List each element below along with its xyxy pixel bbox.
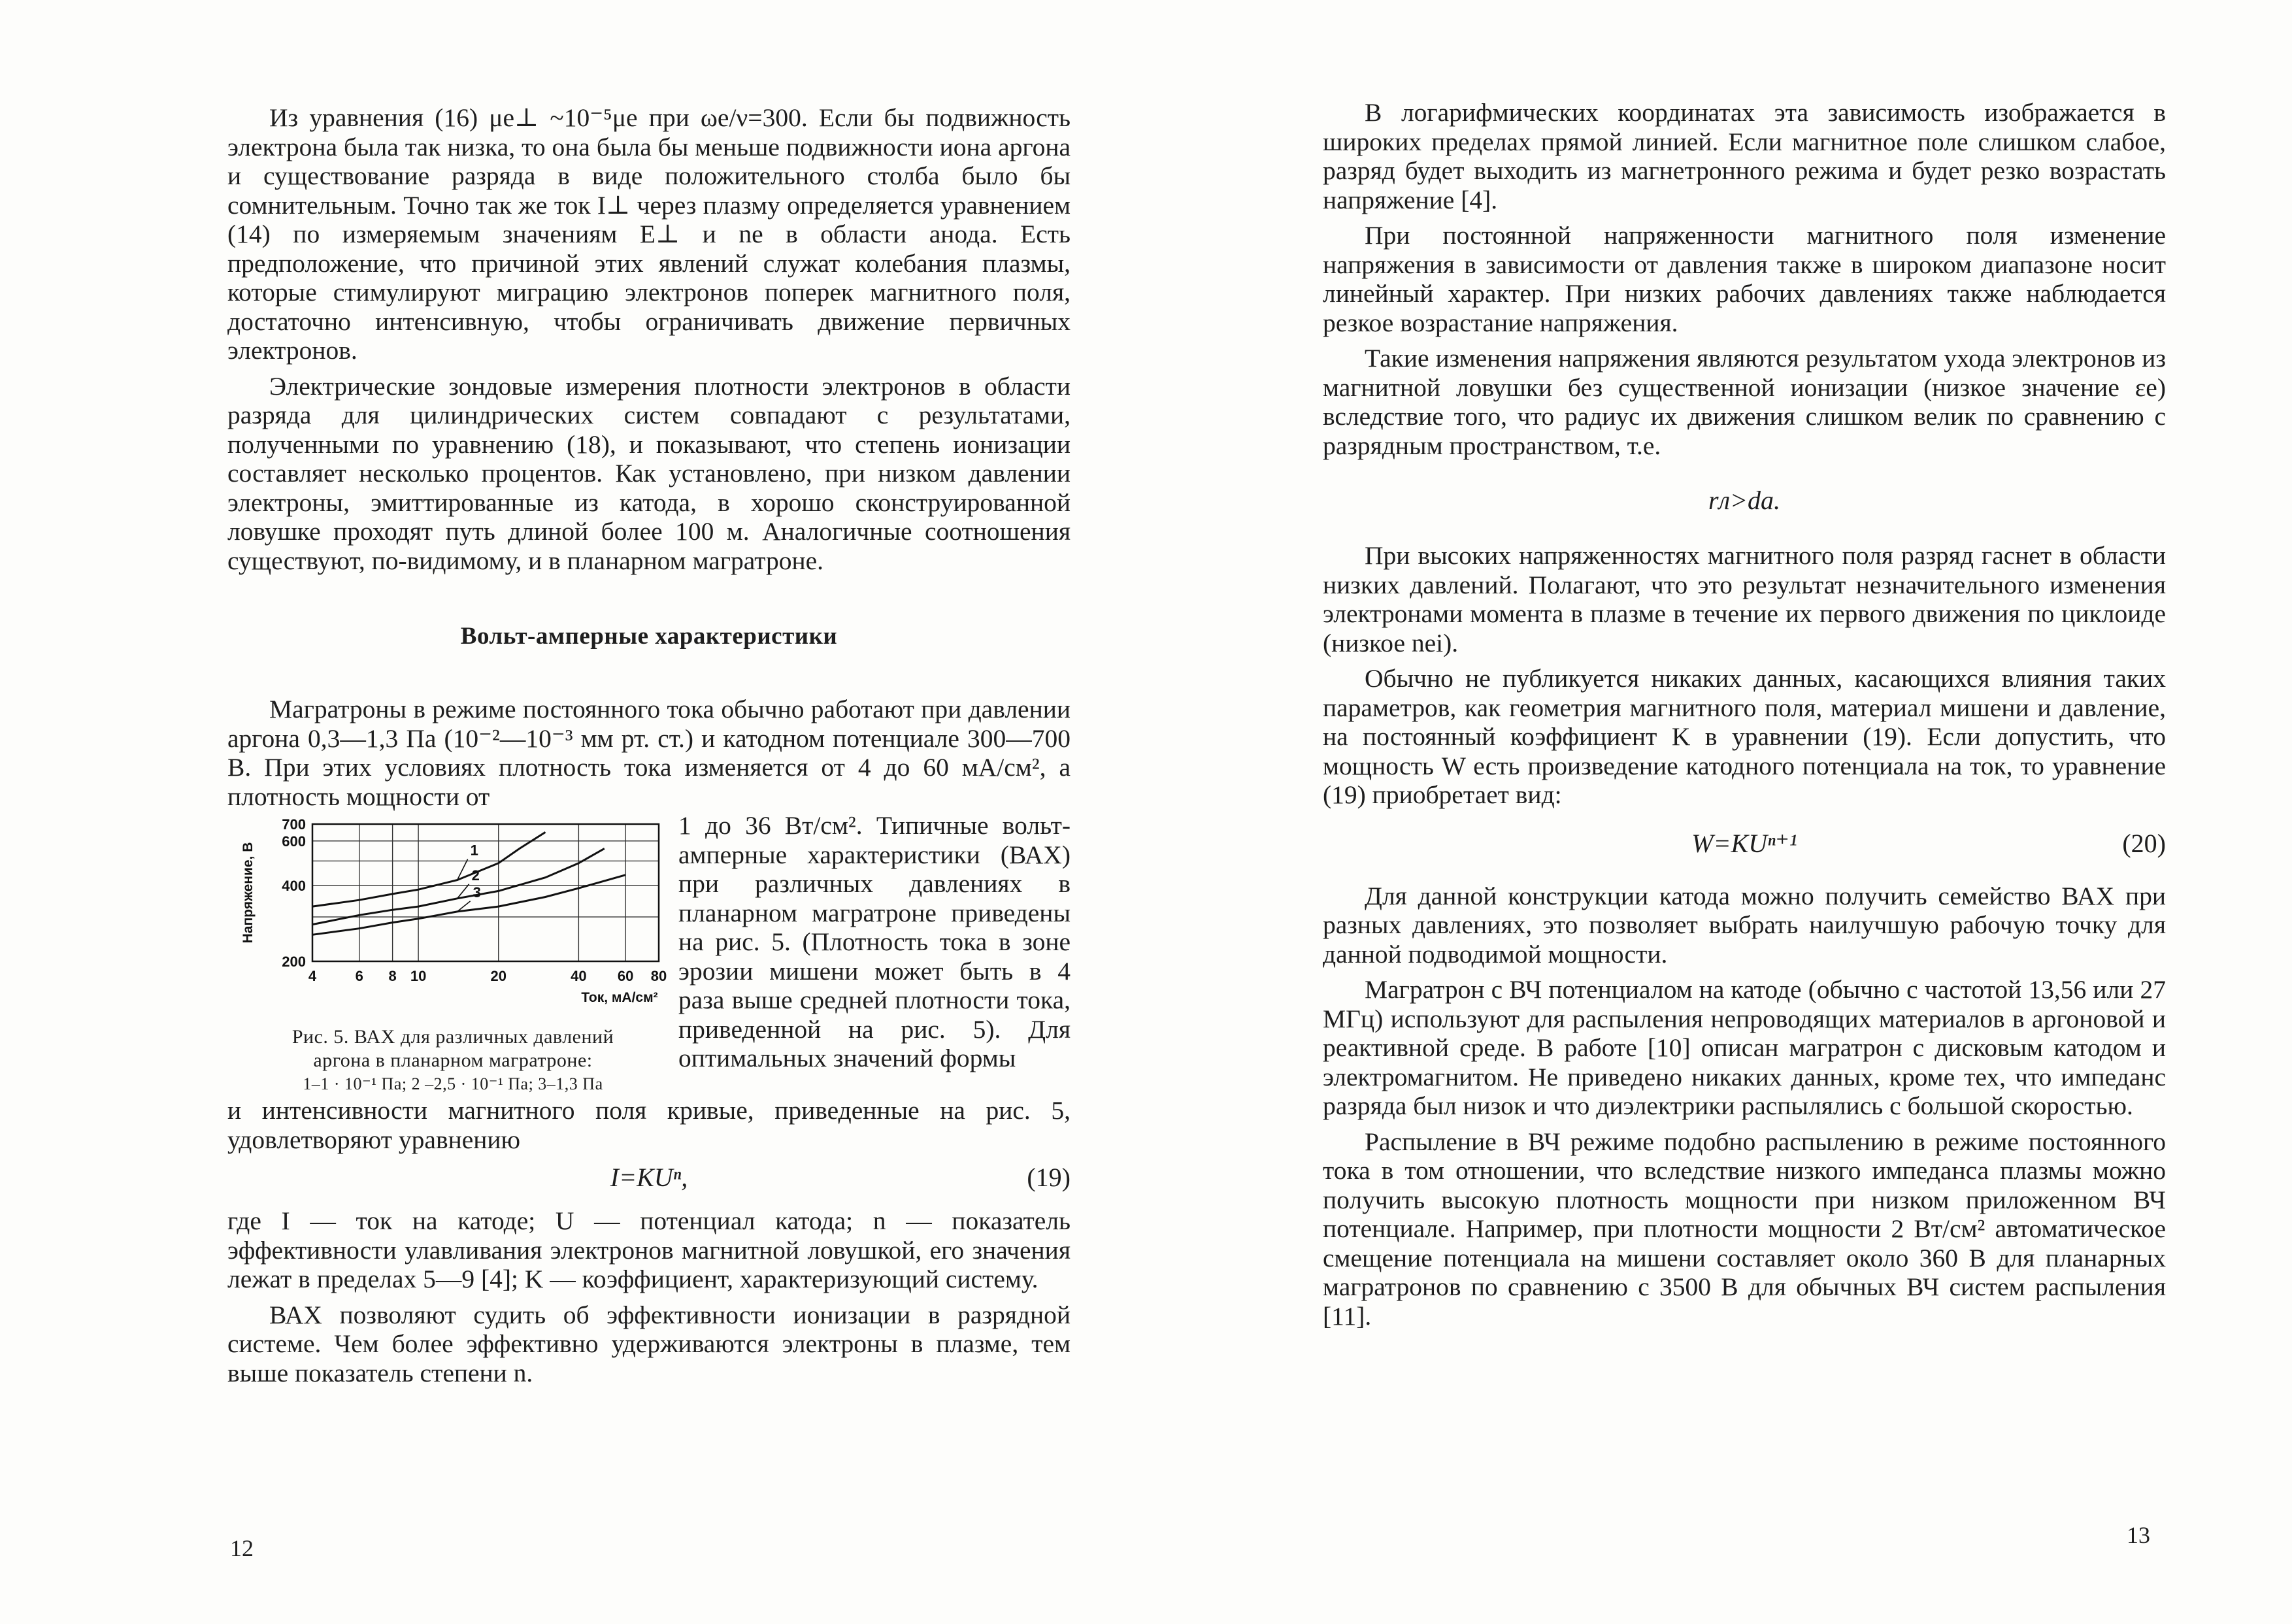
right-column: [1323, 98, 2166, 1331]
right-paragraph-6: Для данной конструкции катода можно получить семейство ВАХ при разных давлениях, это позволяет выбрать наилучшую рабочую точку для данной подводимой мощности.: [1323, 881, 2166, 969]
right-paragraph-2: При постоянной напряженности магнитного поля изменение напряжения в зависимости от давления также в широком диапазоне носит линейный характер. При низких рабочих давлениях также наблюдается резкое возрастание напряжения.: [1323, 221, 2166, 337]
y-tick-label-1: 400: [282, 877, 306, 894]
caption-line-2: аргона в планарном магратроне:: [313, 1050, 593, 1071]
left-paragraph-5: ВАХ позволяют судить об эффективности ионизации в разрядной системе. Чем более эффективно удерживаются электроны в плазме, тем выше показатель степени n.: [227, 1300, 1071, 1387]
formula-19: [227, 1163, 1071, 1192]
x-tick-label-6: 60: [617, 968, 634, 984]
left-paragraph-3: Магратроны в режиме постоянного тока обычно работают при давлении аргона 0,3—1,3 Па (10⁻²—10⁻³ мм рт. ст.) и катодном потенциале 300—700 В. При этих условиях плотность тока изменяется от 4 до 60 мА/см², а плотность мощности от: [227, 695, 1071, 811]
left-paragraph-2: Электрические зондовые измерения плотности электронов в области разряда для цилиндрических систем совпадают с результатами, полученными по уравнению (18), и показывают, что степень ионизации составляет несколько процентов. Как установлено, при низком давлении электроны, эмиттированные из катода, в хорошо сконструированной ловушке проходят путь длиной более 100 м. Аналогичные соотношения существуют, по-видимому, и в планарном магратроне.: [227, 371, 1071, 575]
wrap-text: 1 до 36 Вт/см². Типичные вольт-амперные характеристики (ВАХ) при различных давлениях в планарном магратроне приведены на рис. 5. (Плотность тока в зоне эрозии мишени может быть в 4 раза выше средней плотности тока, приведенной на рис. 5). Для оптимальных значений формы: [678, 811, 1071, 1072]
x-tick-label-1: 6: [355, 968, 363, 984]
x-tick-label-0: 4: [308, 968, 317, 984]
formula-20-expression: W=KUⁿ⁺¹: [1691, 828, 1797, 858]
figure-5: [227, 811, 678, 1096]
page-number-right: 13: [2127, 1522, 2150, 1548]
right-page: [1146, 0, 2292, 1624]
x-tick-label-3: 10: [410, 968, 427, 984]
x-tick-label-4: 20: [490, 968, 507, 984]
caption-line-1: Рис. 5. ВАХ для различных давлений: [291, 1026, 614, 1048]
right-paragraph-5: Обычно не публикуется никаких данных, касающихся влияния таких параметров, как геометрия магнитного поля, материал мишени и давление, на постоянный коэффициент K в уравнении (19). Если допустить, что мощность W есть произведение катодного потенциала на ток, то уравнение (19) приобретает вид:: [1323, 664, 2166, 809]
formula-20-number: (20): [2122, 828, 2166, 858]
formula-19-number: (19): [1027, 1163, 1071, 1192]
right-paragraph-1: В логарифмических координатах эта зависимость изображается в широких пределах прямой линией. Если магнитное поле слишком слабое, разряд будет выходить из магнетронного режима и будет резко возрастать напряжение [4].: [1323, 98, 2166, 214]
left-paragraph-4: где I — ток на катоде; U — потенциал катода; n — показатель эффективности улавливания электронов магнитной ловушкой, его значения лежат в пределах 5—9 [4]; K — коэффициент, характеризующий систему.: [227, 1206, 1071, 1293]
y-tick-label-3: 700: [282, 816, 306, 833]
y-axis-label: Напряжение, В: [241, 842, 256, 944]
series-label-2: 2: [471, 867, 480, 884]
x-tick-label-5: 40: [571, 968, 587, 984]
y-tick-label-2: 600: [282, 833, 306, 850]
formula-r-expression: rл>dа.: [1708, 486, 1780, 515]
right-paragraph-4: При высоких напряженностях магнитного поля разряд гаснет в области низких давлений. Полагают, что это результат незначительного изменения электронами момента в плазме в течение их первого движения по циклоиде (низкое nei).: [1323, 541, 2166, 657]
left-paragraph-1: Из уравнения (16) μe⊥ ~10⁻⁵μe при ωe/ν=300. Если бы подвижность электрона была так низка, то она была бы меньше подвижности иона аргона и существование разряда в виде положительного столба было бы сомнительным. Точно так же ток I⊥ через плазму определяется уравнением (14) по измеряемым значениям E⊥ и ne в области анода. Есть предположение, что причиной этих явлений служат колебания плазмы, которые стимулируют миграцию электронов поперек магнитного поля, достаточно интенсивную, чтобы ограничивать движение первичных электронов.: [227, 103, 1071, 365]
formula-19-expression: I=KUⁿ,: [610, 1163, 688, 1192]
formula-20: [1323, 829, 2166, 858]
figure-row: [227, 811, 1071, 1096]
right-paragraph-8: Распыление в ВЧ режиме подобно распылению в режиме постоянного тока в том отношении, что вследствие низкого импеданса плазмы можно получить высокую плотность мощности при низком приложенном ВЧ потенциале. Например, при плотности мощности 2 Вт/см² автоматическое смещение потенциала на мишени составляет около 360 В для планарных магратронов по сравнению с 3500 В для обычных ВЧ систем распыления [11].: [1323, 1127, 2166, 1331]
series-label-3: 3: [473, 884, 481, 901]
formula-r: [1323, 486, 2166, 515]
right-paragraph-3: Такие изменения напряжения являются результатом ухода электронов из магнитной ловушки без существенной ионизации (низкое значение εe) вследствие того, что радиус их движения слишком велик по сравнению с разрядным пространством, т.е.: [1323, 344, 2166, 460]
figure-caption: [227, 1025, 678, 1096]
left-column: [227, 103, 1071, 1387]
vax-chart: [227, 811, 678, 1020]
section-heading: Вольт-амперные характеристики: [460, 623, 838, 650]
x-tick-label-7: 80: [650, 968, 667, 984]
wrap-text-column: [678, 811, 1071, 1096]
series-label-1: 1: [470, 842, 478, 859]
x-tick-label-2: 8: [388, 968, 397, 984]
y-tick-label-0: 200: [282, 953, 306, 970]
page-number-left: 12: [230, 1535, 254, 1561]
series-line-2: [312, 848, 605, 924]
left-paragraph-3-continued: и интенсивности магнитного поля кривые, приведенные на рис. 5, удовлетворяют уравнению: [227, 1096, 1071, 1154]
x-axis-label: Ток, мА/см²: [581, 990, 658, 1005]
series-line-1: [312, 832, 546, 906]
right-paragraph-7: Магратрон с ВЧ потенциалом на катоде (обычно с частотой 13,56 или 27 МГц) используют для распыления непроводящих материалов в аргоновой и реактивной среде. В работе [10] описан магратрон с дисковым катодом и электромагнитом. Не приведено никаких данных, кроме тех, что импеданс разряда был низок и что диэлектрики распылялись с большой скоростью.: [1323, 975, 2166, 1120]
caption-line-3: 1–1 · 10⁻¹ Па; 2 –2,5 · 10⁻¹ Па; 3–1,3 Па: [303, 1074, 603, 1093]
